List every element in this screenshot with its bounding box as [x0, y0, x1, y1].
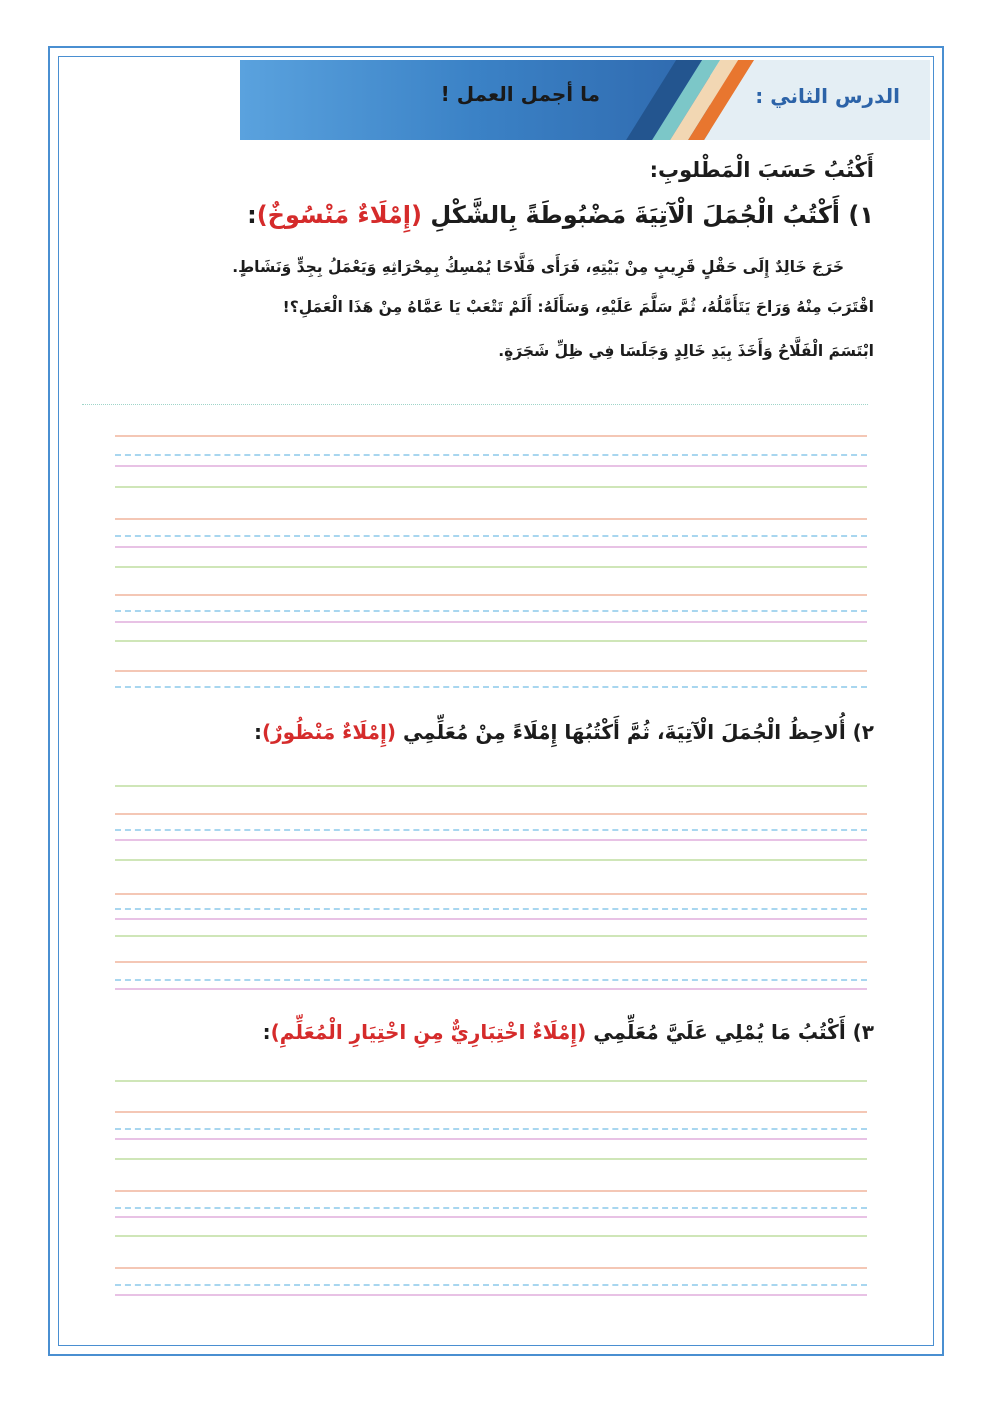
writing-line	[115, 1138, 867, 1140]
writing-line	[115, 670, 867, 672]
question-1-text: ١) أَكْتُبُ الْجُمَلَ الْآتِيَةَ مَضْبُوطَةً بِالشَّكْلِ	[430, 201, 874, 229]
page-border-inner	[58, 56, 934, 1346]
passage-line-3: ابْتَسَمَ الْفَلَّاحُ وَأَخَذَ بِيَدِ خَالِدٍ وَجَلَسَا فِي ظِلِّ شَجَرَةٍ.	[498, 342, 874, 360]
writing-line	[115, 908, 867, 910]
writing-line	[115, 859, 867, 861]
question-1	[247, 201, 874, 229]
lesson-number-label: الدرس الثاني :	[755, 84, 900, 108]
writing-line	[115, 546, 867, 548]
question-1-tag: (إِمْلَاءٌ مَنْسُوخٌ)	[256, 201, 422, 229]
writing-line	[115, 1235, 867, 1237]
question-2-tag: (إِمْلَاءٌ مَنْظُورٌ)	[261, 720, 396, 744]
writing-line	[115, 610, 867, 612]
writing-line	[115, 621, 867, 623]
question-3-tag: (إِمْلَاءٌ اخْتِبَارِيٌّ مِنِ اخْتِيَارِ الْمُعَلِّمِ)	[270, 1020, 587, 1044]
writing-line	[115, 454, 867, 456]
writing-line	[115, 1284, 867, 1286]
passage-line-1: خَرَجَ خَالِدٌ إِلَى حَقْلٍ قَرِيبٍ مِنْ بَيْتِهِ، فَرَأَى فَلَّاحًا يُمْسِكُ بِمِحْرَاثِهِ وَيَعْمَلُ بِجِدٍّ وَنَشَاطٍ.	[232, 258, 844, 276]
writing-line	[115, 686, 867, 688]
writing-line	[115, 785, 867, 787]
question-2	[254, 720, 874, 744]
writing-line	[115, 594, 867, 596]
writing-line	[115, 640, 867, 642]
writing-line	[115, 435, 867, 437]
writing-line	[115, 1267, 867, 1269]
writing-line	[115, 918, 867, 920]
question-1-colon: :	[247, 201, 257, 229]
writing-line	[115, 829, 867, 831]
lesson-title: ما أجمل العمل !	[440, 82, 600, 106]
writing-line	[115, 979, 867, 981]
writing-line	[115, 988, 867, 990]
writing-line	[115, 1080, 867, 1082]
writing-line	[115, 465, 867, 467]
writing-line	[115, 518, 867, 520]
writing-line	[115, 813, 867, 815]
writing-line	[115, 1128, 867, 1130]
divider	[82, 404, 868, 405]
writing-line	[115, 893, 867, 895]
question-3-colon: :	[262, 1020, 271, 1044]
question-3-text: ٣) أَكْتُبُ مَا يُمْلِي عَلَيَّ مُعَلِّمِي	[593, 1020, 874, 1044]
writing-line	[115, 1111, 867, 1113]
instructions-heading: أَكْتُبُ حَسَبَ الْمَطْلوبِ:	[649, 158, 874, 182]
writing-line	[115, 535, 867, 537]
lesson-header	[240, 60, 930, 140]
writing-line	[115, 839, 867, 841]
question-2-text: ٢) أُلاحِظُ الْجُمَلَ الْآتِيَةَ، ثُمَّ أَكْتُبُهَا إِمْلَاءً مِنْ مُعَلِّمِي	[402, 720, 874, 744]
question-2-colon: :	[253, 720, 262, 744]
writing-line	[115, 486, 867, 488]
passage-line-2: اقْتَرَبَ مِنْهُ وَرَاحَ يَتَأَمَّلُهُ، ثُمَّ سَلَّمَ عَلَيْهِ، وَسَأَلَهُ: أَلَمْ تَتْعَبْ يَا عَمَّاهُ مِنْ هَذَا الْعَمَلِ؟!	[282, 298, 874, 316]
writing-line	[115, 961, 867, 963]
writing-line	[115, 1216, 867, 1218]
writing-line	[115, 935, 867, 937]
writing-line	[115, 566, 867, 568]
writing-line	[115, 1294, 867, 1296]
question-3	[263, 1020, 874, 1044]
writing-line	[115, 1207, 867, 1209]
writing-line	[115, 1190, 867, 1192]
writing-line	[115, 1158, 867, 1160]
